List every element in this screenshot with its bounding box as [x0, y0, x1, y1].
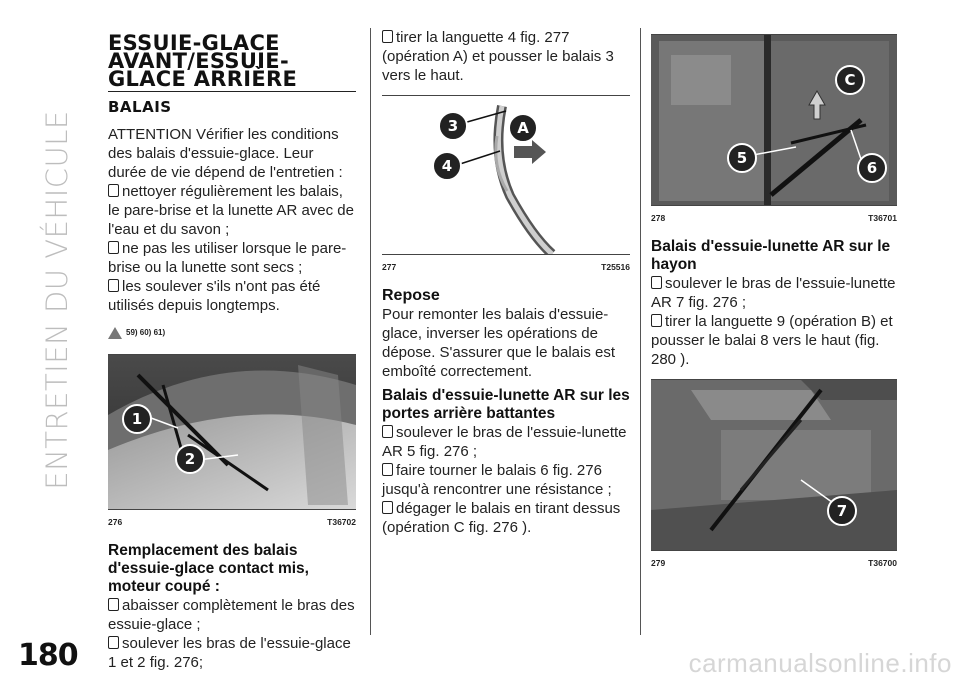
checkbox-icon [108, 184, 119, 197]
callout-5: 5 [727, 143, 757, 173]
figure-278 [651, 35, 897, 205]
figure-rule [651, 550, 897, 551]
checkbox-icon [382, 30, 393, 43]
figure-caption: 277 T25516 [382, 262, 630, 272]
callout-A: A [508, 113, 538, 143]
title-line: GLACE ARRIÈRE [108, 67, 298, 91]
figure-caption: 278 T36701 [651, 213, 897, 223]
tailgate-wiper-illustration [651, 380, 897, 550]
list-item: soulever le bras de l'essuie-lunette AR 5 fig. 276 ; [382, 424, 627, 460]
figure-caption: 276 T36702 [108, 517, 356, 527]
list-item: nettoyer régulièrement les balais, le pare-brise et la lunette AR avec de l'eau et du savon ; [108, 183, 354, 238]
list-item: abaisser complètement le bras des essuie-glace ; [108, 597, 355, 633]
intro-text: ATTENTION Vérifier les conditions des balais d'essuie-glace. Leur durée de vie dépend de l'entretien : [108, 126, 343, 181]
page-number: 180 [18, 638, 78, 673]
list-item: soulever les bras de l'essuie-glace 1 et 2 fig. 276; [108, 635, 351, 671]
figure-caption: 279 T36700 [651, 558, 897, 568]
checkbox-icon [108, 241, 119, 254]
paragraph: Pour remonter les balais d'essuie-glace, inverser les opérations de dépose. S'assurer que le balais est emboîté correctement. [382, 306, 616, 380]
column-2 [382, 28, 630, 537]
list-item: les soulever s'ils n'ont pas été utilisés depuis longtemps. [108, 278, 321, 314]
side-chapter-title: ENTRETIEN DU VÉHICULE [40, 110, 74, 490]
subtitle: BALAIS [108, 98, 172, 116]
wiper-blade-illustration [382, 96, 630, 254]
list-item: soulever le bras de l'essuie-lunette AR 7 fig. 276 ; [651, 275, 896, 311]
figure-rule [651, 205, 897, 206]
checkbox-icon [108, 279, 119, 292]
section-heading: Balais d'essuie-lunette AR sur le hayon [651, 238, 891, 273]
watermark: carmanualsonline.info [688, 648, 952, 678]
callout-1: 1 [122, 404, 152, 434]
windshield-wiper-illustration [108, 355, 356, 509]
checkbox-icon [651, 276, 662, 289]
rear-door-wiper-illustration [651, 35, 897, 205]
callout-2: 2 [175, 444, 205, 474]
column-separator [640, 28, 641, 635]
figure-rule [108, 509, 356, 510]
callout-4: 4 [432, 151, 462, 181]
column-1 [108, 28, 356, 672]
list-item: ne pas les utiliser lorsque le pare-brise ou la lunette sont secs ; [108, 240, 347, 276]
section-heading: Balais d'essuie-lunette AR sur les portes arrière battantes [382, 387, 630, 422]
callout-C: C [835, 65, 865, 95]
checkbox-icon [382, 425, 393, 438]
column-separator [370, 28, 371, 635]
checkbox-icon [651, 314, 662, 327]
checkbox-icon [382, 463, 393, 476]
warning-icon [108, 327, 122, 339]
title-line: AVANT/ESSUIE- [108, 49, 289, 73]
section-title [108, 31, 356, 92]
callout-7: 7 [827, 496, 857, 526]
title-line: ESSUIE-GLACE [108, 31, 280, 55]
checkbox-icon [382, 501, 393, 514]
list-item: tirer la languette 4 fig. 277 (opération A) et pousser le balais 3 vers le haut. [382, 29, 614, 84]
list-item: tirer la languette 9 (opération B) et pousser le balai 8 vers le haut (fig. 280 ). [651, 313, 893, 368]
callout-6: 6 [857, 153, 887, 183]
column-3 [651, 28, 897, 583]
list-item: dégager le balais en tirant dessus (opération C fig. 276 ). [382, 500, 621, 536]
list-item: faire tourner le balais 6 fig. 276 jusqu'à rencontrer une résistance ; [382, 462, 612, 498]
figure-276 [108, 355, 356, 509]
checkbox-icon [108, 636, 119, 649]
warning-reference: 59) 60) 61) [108, 323, 356, 342]
figure-279 [651, 380, 897, 550]
figure-277 [382, 96, 630, 254]
checkbox-icon [108, 598, 119, 611]
figure-rule [382, 254, 630, 255]
section-heading: Remplacement des balais d'essuie-glace contact mis, moteur coupé : [108, 542, 309, 595]
callout-3: 3 [438, 111, 468, 141]
section-heading: Repose [382, 287, 440, 304]
